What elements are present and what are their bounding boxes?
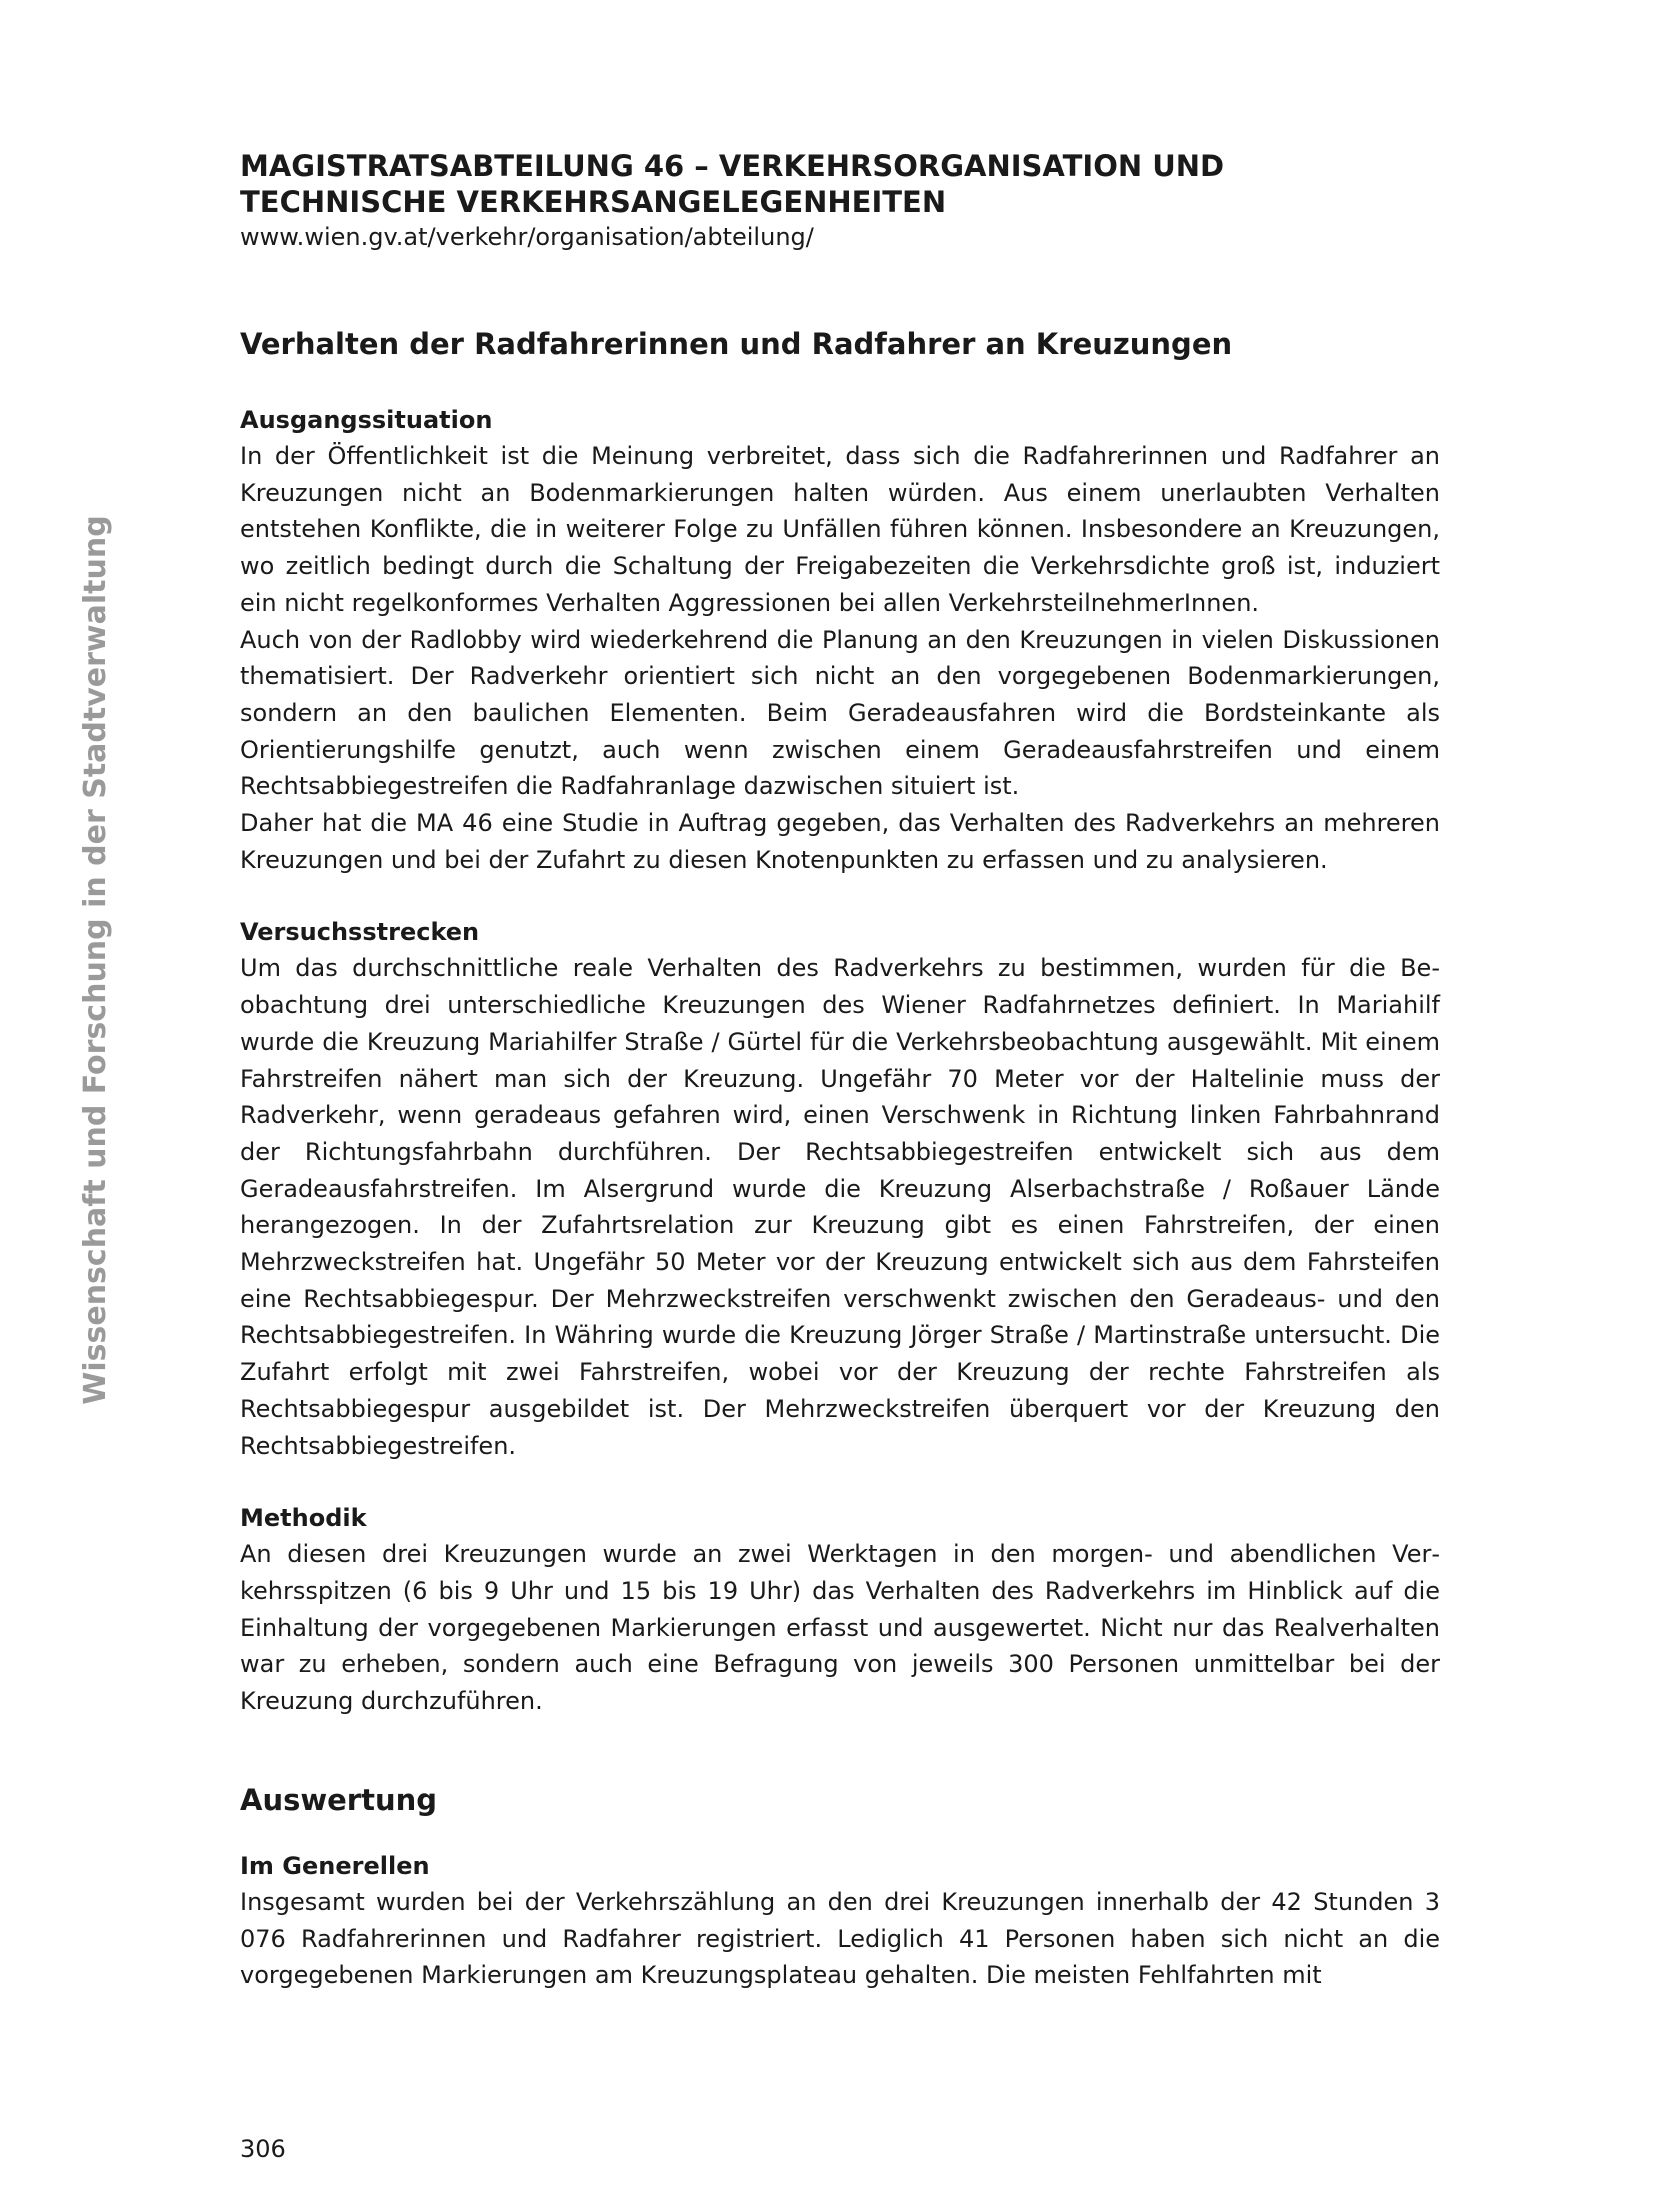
page-content <box>240 148 1440 2030</box>
section-heading: Ausgangssituation <box>240 406 493 434</box>
article-title: Verhalten der Radfahrerinnen und Radfahrer an Kreuzungen <box>240 327 1233 361</box>
paragraph: Daher hat die MA 46 eine Studie in Auftrag gegeben, das Verhalten des Radverkehrs an mehreren Kreuzungen und bei der Zufahrt zu diesen Knotenpunkten zu erfassen und zu analysieren. <box>240 809 1440 874</box>
paragraph: Auch von der Radlobby wird wiederkehrend die Planung an den Kreuzungen in vielen Diskussionen thematisiert. Der Radverkehr orientiert sich nicht an den vorgegebenen Bodenmarkierungen, sondern an den baulichen Elementen. Beim Geradeausfahren wird die Bordsteinkante als Orientierungshilfe genutzt, auch wenn zwischen einem Geradeausfahrstreifen und einem Rechtsabbiegestreifen die Radfahranlage dazwischen situiert ist. <box>240 625 1440 801</box>
department-url: www.wien.gv.at/verkehr/organisation/abteilung/ <box>240 223 814 251</box>
department-title-line-1: MAGISTRATSABTEILUNG 46 – VERKEHRSORGANISATION UND <box>240 149 1225 183</box>
section-methodik <box>240 1500 1440 1720</box>
paragraph: In der Öffentlichkeit ist die Meinung verbreitet, dass sich die Radfahrerinnen und Radfahrer an Kreuzungen nicht an Bodenmarkierungen halten würden. Aus einem unerlaubten Verhalten entstehen Konflikte, die in weiterer Folge zu Unfällen führen können. Insbesondere an Kreuzungen, wo zeitlich bedingt durch die Schaltung der Freigabezeiten die Verkehrsdichte groß ist, induziert ein nicht regelkonformes Verhalten Aggressionen bei allen VerkehrsteilnehmerInnen. <box>240 442 1440 617</box>
department-title-line-2: TECHNISCHE VERKEHRSANGELEGENHEITEN <box>240 185 947 219</box>
paragraph: An diesen drei Kreuzungen wurde an zwei Werktagen in den morgen- und abendlichen Verkehrsspitzen (6 bis 9 Uhr und 15 bis 19 Uhr) das Verhalten des Radverkehrs im Hinblick auf die Einhaltung der vorgegebenen Markierungen erfasst und ausgewertet. Nicht nur das Realverhalten war zu erheben, sondern auch eine Befragung von jeweils 300 Personen unmittelbar bei der Kreuzung durchzuführen. <box>240 1540 1440 1716</box>
paragraph: Um das durchschnittliche reale Verhalten des Radverkehrs zu bestimmen, wurden für die Beobachtung drei unterschiedliche Kreuzungen des Wiener Radfahrnetzes definiert. In Mariahilf wurde die Kreuzung Mariahilfer Straße / Gürtel für die Verkehrsbeobachtung ausgewählt. Mit einem Fahrstreifen nähert man sich der Kreuzung. Ungefähr 70 Meter vor der Haltelinie muss der Radverkehr, wenn geradeaus gefahren wird, einen Verschwenk in Richtung linken Fahrbahnrand der Richtungsfahrbahn durchführen. Der Rechtsabbiegestreifen entwickelt sich aus dem Geradeausfahrstreifen. Im Alsergrund wurde die Kreuzung Alserbachstraße / Roßauer Lände herangezogen. In der Zufahrtsrelation zur Kreuzung gibt es einen Fahrstreifen, der einen Mehrzweckstreifen hat. Ungefähr 50 Meter vor der Kreuzung entwickelt sich aus dem Fahrsteifen eine Rechtsabbiegespur. Der Mehrzweckstreifen verschwenkt zwischen den Geradeaus- und den Rechtsabbiegestreifen. In Währing wurde die Kreuzung Jörger Straße / Martinstraße untersucht. Die Zufahrt erfolgt mit zwei Fahrstreifen, wobei vor der Kreuzung der rechte Fahrstreifen als Rechtsabbiegespur ausgebildet ist. Der Mehrzweckstreifen überquert vor der Kreuzung den Rechtsabbiegestreifen. <box>240 954 1440 1460</box>
section-versuchsstrecken <box>240 914 1440 1464</box>
section-heading: Versuchsstrecken <box>240 918 480 947</box>
section-heading: Im Generellen <box>240 1851 430 1880</box>
section-ausgangssituation <box>240 402 1440 878</box>
evaluation-title: Auswertung <box>240 1782 438 1817</box>
section-heading: Methodik <box>240 1504 367 1533</box>
running-section-label: Wissenschaft und Forschung in der Stadtverwaltung <box>78 515 113 1405</box>
section-im-generellen <box>240 1848 1440 1994</box>
page-number: 306 <box>240 2135 286 2163</box>
paragraph: Insgesamt wurden bei der Verkehrszählung an den drei Kreuzungen innerhalb der 42 Stunden 3 076 Radfahrerinnen und Radfahrer registriert. Lediglich 41 Personen haben sich nicht an die vorgegebenen Markierungen am Kreuzungsplateau gehalten. Die meisten Fehlfahrten mit <box>240 1887 1440 1990</box>
